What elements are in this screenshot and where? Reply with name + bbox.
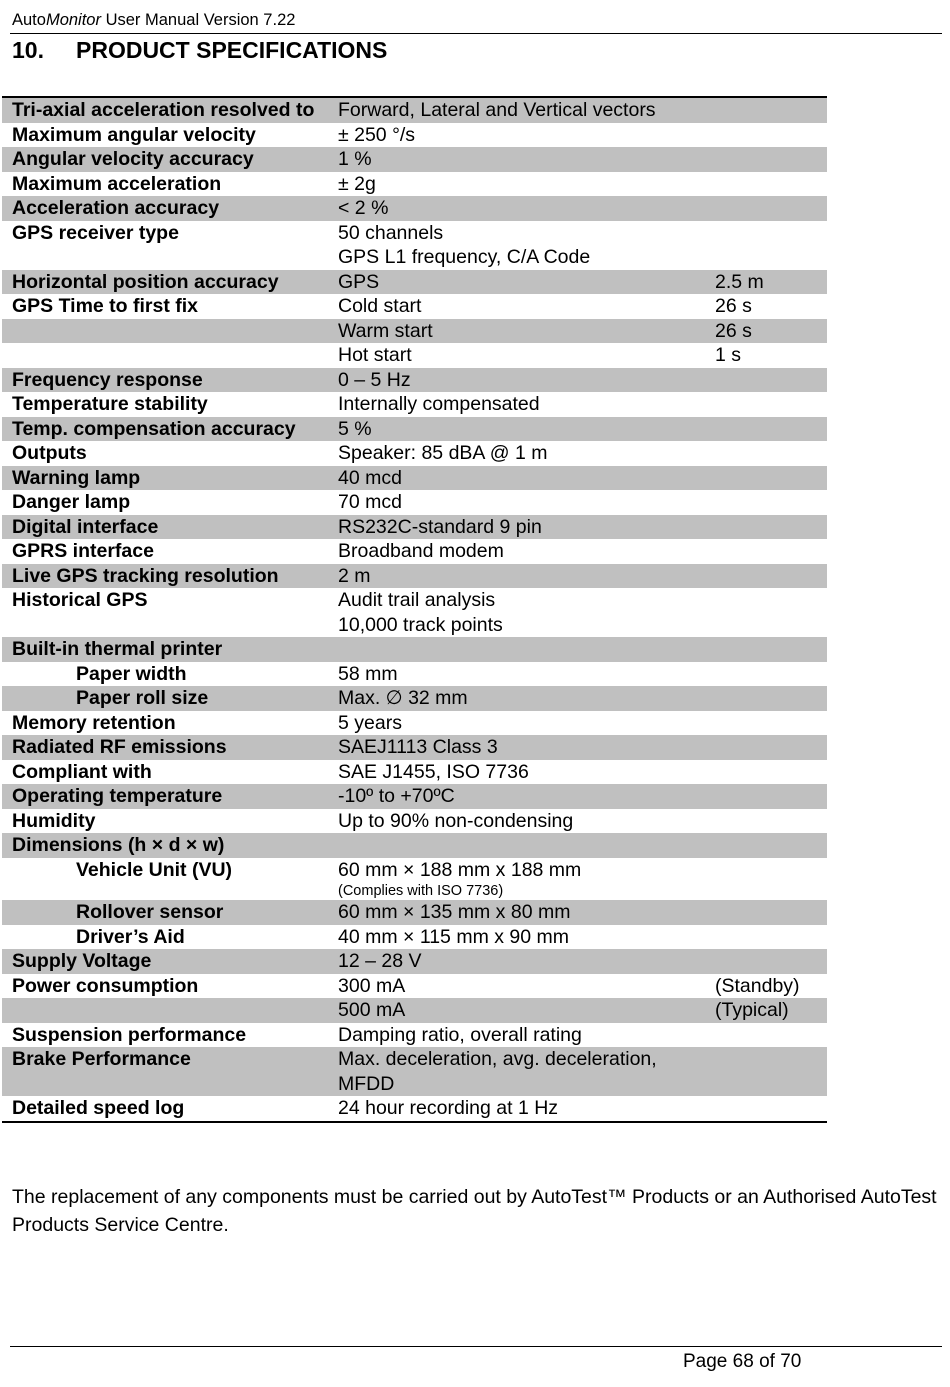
spec-extra (715, 368, 827, 393)
spec-row (2, 196, 827, 221)
spec-extra-line: 26 s (715, 295, 752, 317)
spec-value (338, 270, 715, 295)
spec-extra (715, 858, 827, 901)
section-number: 10. (12, 37, 44, 63)
spec-label: Compliant with (12, 760, 152, 783)
spec-value (338, 294, 715, 319)
spec-row (2, 1096, 827, 1121)
spec-row (2, 588, 827, 637)
running-header (12, 10, 295, 30)
specifications-table (2, 96, 827, 1123)
spec-label: Detailed speed log (12, 1097, 185, 1119)
spec-label: Warning lamp (12, 466, 141, 489)
spec-extra (715, 637, 827, 662)
header-suffix: User Manual Version 7.22 (100, 11, 296, 29)
page-number: Page 68 of 70 (683, 1351, 802, 1372)
spec-value (338, 466, 715, 491)
spec-row (2, 1023, 827, 1048)
spec-label: Supply Voltage (12, 950, 152, 972)
spec-value-line: Internally compensated (338, 393, 540, 415)
spec-label: Tri-axial acceleration resolved to (12, 99, 315, 121)
spec-extra-line: (Typical) (715, 999, 789, 1021)
spec-value (338, 368, 715, 393)
spec-value-line: Max. deceleration, avg. deceleration, MFDD (338, 1048, 657, 1095)
spec-row (2, 515, 827, 540)
spec-extra (715, 98, 827, 123)
spec-value (338, 858, 715, 901)
spec-value (338, 637, 715, 662)
spec-value (338, 221, 715, 270)
spec-extra-line: (Standby) (715, 974, 800, 997)
spec-value-line: GPS L1 frequency, C/A Code (338, 246, 591, 268)
spec-label: Paper width (76, 662, 187, 685)
spec-row (2, 858, 827, 901)
spec-extra-line: 26 s (715, 319, 752, 342)
spec-value (338, 343, 715, 368)
spec-extra (715, 123, 827, 148)
spec-extra (715, 998, 827, 1023)
spec-value (338, 392, 715, 417)
spec-extra (715, 490, 827, 515)
spec-value-line: SAEJ1113 Class 3 (338, 736, 498, 758)
spec-value (338, 196, 715, 221)
spec-extra (715, 343, 827, 368)
spec-value-line: RS232C-standard 9 pin (338, 515, 542, 538)
spec-value-line: -10º to +70ºC (338, 785, 455, 807)
spec-row (2, 662, 827, 687)
spec-value-line: GPS (338, 270, 380, 293)
spec-row (2, 441, 827, 466)
spec-value-line: 40 mcd (338, 466, 402, 489)
spec-value-line: < 2 % (338, 197, 389, 219)
header-brand: Monitor (45, 11, 101, 29)
spec-label: GPRS interface (12, 540, 154, 562)
spec-value (338, 1047, 715, 1096)
spec-extra (715, 735, 827, 760)
spec-value-line: 12 – 28 V (338, 950, 422, 972)
spec-row (2, 417, 827, 442)
spec-label: Rollover sensor (76, 901, 224, 923)
spec-row (2, 809, 827, 834)
spec-value-line: 0 – 5 Hz (338, 368, 411, 391)
spec-row (2, 711, 827, 736)
spec-value-line: ± 2g (338, 172, 376, 195)
spec-row (2, 466, 827, 491)
spec-extra (715, 172, 827, 197)
section-heading: PRODUCT SPECIFICATIONS (76, 37, 388, 63)
spec-row (2, 172, 827, 197)
spec-row (2, 392, 827, 417)
spec-row (2, 123, 827, 148)
spec-extra (715, 294, 827, 319)
spec-extra (715, 392, 827, 417)
spec-row (2, 98, 827, 123)
spec-label: Maximum angular velocity (12, 123, 256, 146)
spec-extra (715, 270, 827, 295)
service-note: The replacement of any components must be carried out by AutoTest™ Products or an Authorised AutoTest Products Service Centre. (12, 1186, 937, 1236)
spec-value-line: Max. ∅ 32 mm (338, 687, 468, 709)
spec-row (2, 368, 827, 393)
spec-value-line: ± 250 °/s (338, 123, 416, 146)
spec-extra (715, 564, 827, 589)
spec-row (2, 343, 827, 368)
spec-value-line: Up to 90% non-condensing (338, 809, 574, 832)
spec-label: Memory retention (12, 711, 176, 734)
spec-extra (715, 539, 827, 564)
spec-label: Digital interface (12, 515, 159, 538)
spec-extra (715, 319, 827, 344)
spec-value (338, 441, 715, 466)
spec-label: Angular velocity accuracy (12, 148, 254, 170)
spec-value (338, 735, 715, 760)
spec-row (2, 637, 827, 662)
spec-extra (715, 900, 827, 925)
spec-row (2, 221, 827, 270)
spec-label: Live GPS tracking resolution (12, 564, 279, 587)
spec-label: Danger lamp (12, 491, 131, 513)
spec-value-line: 10,000 track points (338, 613, 503, 636)
spec-row (2, 925, 827, 950)
spec-value (338, 925, 715, 950)
spec-value-line: 500 mA (338, 999, 406, 1021)
spec-label: Maximum acceleration (12, 172, 222, 195)
spec-value (338, 1096, 715, 1121)
spec-label: Historical GPS (12, 589, 148, 611)
spec-value-line: 40 mm × 115 mm x 90 mm (338, 925, 569, 948)
section-title (12, 36, 387, 64)
spec-label: Outputs (12, 442, 87, 464)
header-rule (10, 33, 942, 34)
spec-value-line: Audit trail analysis (338, 589, 496, 611)
spec-value-line: Hot start (338, 344, 412, 366)
spec-value-line: 2 m (338, 564, 371, 587)
spec-label: GPS receiver type (12, 221, 179, 244)
spec-extra (715, 196, 827, 221)
spec-label: GPS Time to first fix (12, 295, 199, 317)
spec-label: Radiated RF emissions (12, 736, 227, 758)
spec-label: Acceleration accuracy (12, 197, 220, 219)
spec-row (2, 760, 827, 785)
spec-value (338, 949, 715, 974)
spec-value-line: SAE J1455, ISO 7736 (338, 760, 529, 783)
spec-value (338, 900, 715, 925)
footer-rule (10, 1346, 942, 1347)
spec-extra (715, 686, 827, 711)
spec-label: Brake Performance (12, 1048, 191, 1070)
spec-label: Dimensions (h × d × w) (12, 834, 225, 856)
spec-value-line: Speaker: 85 dBA @ 1 m (338, 442, 548, 464)
header-prefix: Auto (12, 11, 46, 29)
spec-value-line: 58 mm (338, 662, 398, 685)
spec-value (338, 417, 715, 442)
spec-label: Power consumption (12, 974, 199, 997)
spec-value (338, 998, 715, 1023)
spec-row (2, 735, 827, 760)
spec-label: Horizontal position accuracy (12, 270, 279, 293)
spec-value (338, 760, 715, 785)
spec-row (2, 784, 827, 809)
spec-extra (715, 925, 827, 950)
spec-value-line: Cold start (338, 295, 422, 317)
spec-label: Paper roll size (76, 687, 209, 709)
spec-label (2, 319, 338, 344)
spec-value-line: Warm start (338, 319, 433, 342)
spec-value (338, 490, 715, 515)
spec-row (2, 949, 827, 974)
spec-row (2, 539, 827, 564)
spec-value (338, 711, 715, 736)
spec-value-line: 60 mm × 135 mm x 80 mm (338, 901, 571, 923)
spec-label (2, 343, 338, 368)
spec-value (338, 686, 715, 711)
spec-row (2, 974, 827, 999)
spec-label: Temperature stability (12, 393, 208, 415)
spec-value (338, 833, 715, 858)
spec-value-line: 1 % (338, 148, 372, 170)
spec-value (338, 974, 715, 999)
spec-extra (715, 809, 827, 834)
spec-extra-line: 1 s (715, 344, 742, 366)
spec-row (2, 900, 827, 925)
spec-row (2, 1047, 827, 1096)
spec-extra (715, 974, 827, 999)
spec-value-line: 50 channels (338, 221, 444, 244)
spec-label: Humidity (12, 809, 96, 832)
spec-row (2, 490, 827, 515)
spec-value (338, 1023, 715, 1048)
spec-value-line: 300 mA (338, 974, 406, 997)
spec-value (338, 564, 715, 589)
spec-extra (715, 1023, 827, 1048)
spec-value-line: 5 % (338, 417, 372, 440)
spec-row (2, 147, 827, 172)
spec-value-note: (Complies with ISO 7736) (338, 883, 504, 899)
spec-extra (715, 949, 827, 974)
spec-value-line: 60 mm × 188 mm x 188 mm (338, 858, 582, 881)
spec-value-line: Broadband modem (338, 540, 504, 562)
spec-value (338, 147, 715, 172)
spec-label (2, 998, 338, 1023)
spec-extra (715, 588, 827, 637)
spec-extra (715, 760, 827, 785)
spec-value (338, 809, 715, 834)
spec-extra (715, 466, 827, 491)
spec-extra (715, 711, 827, 736)
spec-value (338, 588, 715, 637)
spec-row (2, 833, 827, 858)
spec-extra (715, 1047, 827, 1096)
spec-extra (715, 147, 827, 172)
spec-extra-line: 2.5 m (715, 270, 764, 293)
spec-label: Suspension performance (12, 1023, 247, 1046)
spec-extra (715, 662, 827, 687)
spec-row (2, 998, 827, 1023)
spec-row (2, 319, 827, 344)
spec-label: Temp. compensation accuracy (12, 417, 296, 440)
spec-value (338, 319, 715, 344)
spec-extra (715, 784, 827, 809)
spec-value-line: 5 years (338, 711, 402, 734)
spec-row (2, 564, 827, 589)
spec-extra (715, 1096, 827, 1121)
spec-label: Vehicle Unit (VU) (76, 858, 233, 881)
spec-value (338, 123, 715, 148)
spec-value (338, 98, 715, 123)
spec-value-line: 70 mcd (338, 491, 402, 513)
spec-extra (715, 417, 827, 442)
spec-row (2, 686, 827, 711)
spec-value (338, 515, 715, 540)
spec-row (2, 270, 827, 295)
spec-label: Built-in thermal printer (12, 638, 223, 660)
spec-extra (715, 515, 827, 540)
spec-label: Driver’s Aid (76, 925, 185, 948)
spec-value-line: 24 hour recording at 1 Hz (338, 1097, 559, 1119)
spec-value (338, 172, 715, 197)
spec-label: Operating temperature (12, 785, 223, 807)
spec-value-line: Damping ratio, overall rating (338, 1023, 582, 1046)
spec-label: Frequency response (12, 368, 203, 391)
spec-row (2, 294, 827, 319)
spec-value-line: Forward, Lateral and Vertical vectors (338, 99, 656, 121)
spec-extra (715, 441, 827, 466)
spec-extra (715, 833, 827, 858)
spec-value (338, 784, 715, 809)
spec-value (338, 662, 715, 687)
spec-value (338, 539, 715, 564)
spec-extra (715, 221, 827, 270)
